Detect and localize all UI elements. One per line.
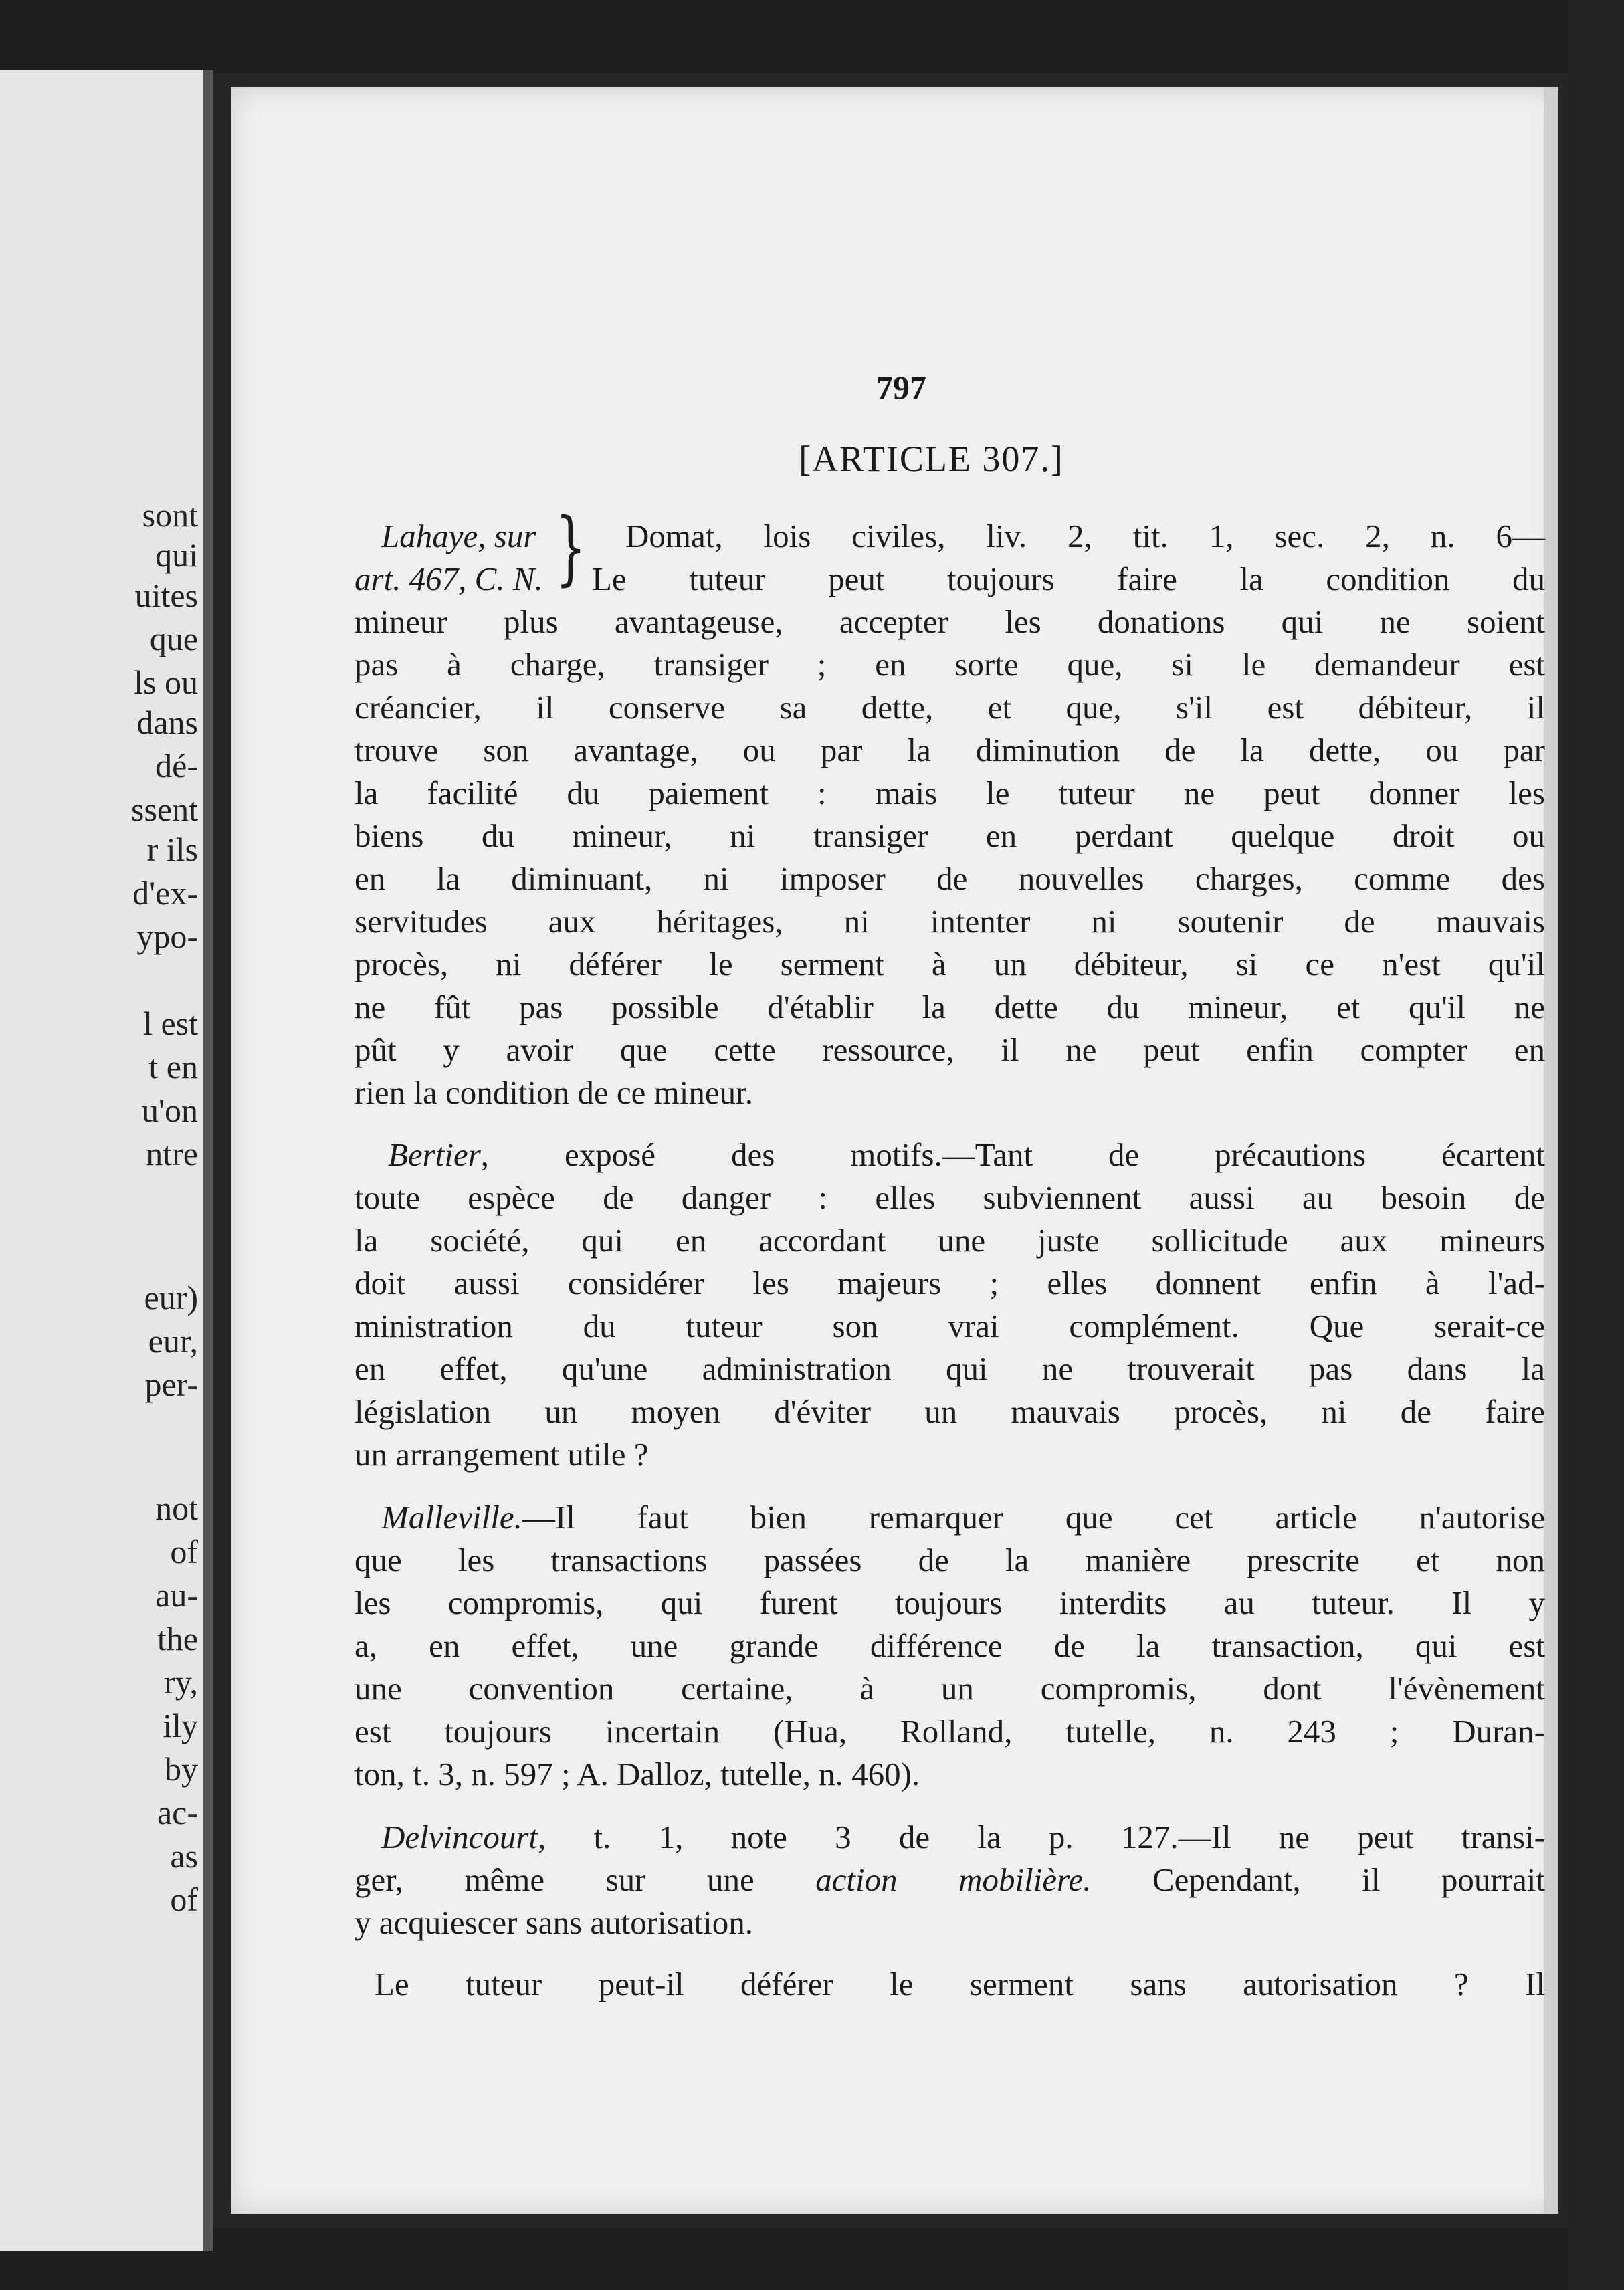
paragraph-line: trouve son avantage, ou par la diminution de la dette, ou par <box>354 732 1545 768</box>
left-page-line: as <box>170 1837 198 1875</box>
book-page <box>231 87 1558 2214</box>
paragraph-line: que les transactions passées de la manière prescrite et non <box>354 1542 1545 1578</box>
paragraph-line: est toujours incertain (Hua, Rolland, tutelle, n. 243 ; Duran- <box>354 1713 1545 1750</box>
page-number: 797 <box>876 369 926 406</box>
left-page-line: eur) <box>144 1279 198 1316</box>
paragraph-line: créancier, il conserve sa dette, et que, s'il est débiteur, il <box>354 689 1545 726</box>
paragraph-line: mineur plus avantageuse, accepter les donations qui ne soient <box>354 603 1545 640</box>
left-page-line: sont <box>142 496 198 534</box>
left-page-line: dans <box>136 704 198 741</box>
paragraph-line: Le tuteur peut-il déférer le serment sans autorisation ? Il <box>375 1966 1545 2002</box>
author-name: Bertier <box>388 1136 481 1173</box>
left-page-line: ry, <box>164 1663 198 1701</box>
author-name: Malleville. <box>381 1499 522 1536</box>
paragraph-line: y acquiescer sans autorisation. <box>354 1904 753 1941</box>
paragraph-line: servitudes aux héritages, ni intenter ni soutenir de mauvais <box>354 903 1545 940</box>
paragraph-text: Cependant, il pourrait <box>1091 1861 1545 1898</box>
paragraph-line: un arrangement utile ? <box>354 1436 649 1473</box>
left-page-line: dé- <box>155 747 198 785</box>
left-page-line: r ils <box>146 831 198 868</box>
left-page-line: by <box>165 1750 198 1788</box>
left-page-line: au- <box>155 1576 198 1614</box>
left-page-line: u'on <box>141 1091 198 1129</box>
left-page-line: not <box>155 1489 198 1527</box>
left-page-line: ls ou <box>134 663 198 701</box>
paragraph-first-line <box>388 1134 1545 1176</box>
left-page-line: l est <box>143 1005 198 1042</box>
paragraph-line: biens du mineur, ni transiger en perdant quelque droit ou <box>354 817 1545 854</box>
left-page-line: ntre <box>146 1135 198 1172</box>
paragraph-line: la société, qui en accordant une juste sollicitude aux mineurs <box>354 1222 1545 1259</box>
left-page-line: que <box>149 620 198 657</box>
left-page-line: ssent <box>131 791 198 828</box>
paragraph-text: ger, même sur une <box>354 1861 816 1898</box>
citation-author: Lahaye, sur <box>381 518 536 554</box>
paragraph-line: les compromis, qui furent toujours interdits au tuteur. Il y <box>354 1584 1545 1621</box>
author-name: Delvincourt <box>381 1818 538 1855</box>
scan-top-edge <box>0 0 1624 74</box>
emphasized-term: action mobilière. <box>815 1861 1092 1898</box>
citation-text-line: Le tuteur peut toujours faire la condition du <box>592 560 1545 597</box>
page-gutter <box>203 70 213 2251</box>
paragraph-line: doit aussi considérer les majeurs ; elles donnent enfin à l'ad- <box>354 1265 1545 1302</box>
paragraph-line: en la diminuant, ni imposer de nouvelles charges, comme des <box>354 860 1545 897</box>
paragraph-line: la facilité du paiement : mais le tuteur ne peut donner les <box>354 774 1545 811</box>
left-page-line: of <box>170 1533 198 1570</box>
citation-reference: art. 467, C. N. <box>354 560 543 597</box>
paragraph-line: ministration du tuteur son vrai complément. Que serait-ce <box>354 1308 1545 1344</box>
paragraph-line: ne fût pas possible d'établir la dette du mineur, et qu'il ne <box>354 988 1545 1025</box>
paragraph-first-line <box>381 1816 1545 1859</box>
paragraph-line: législation un moyen d'éviter un mauvais procès, ni de faire <box>354 1393 1545 1430</box>
left-page-line: uites <box>134 577 198 614</box>
scan-bottom-edge <box>0 2227 1624 2290</box>
left-page-line: ily <box>163 1707 198 1744</box>
citation-text-line: Domat, lois civiles, liv. 2, tit. 1, sec. 2, n. 6— <box>625 518 1545 554</box>
left-page-line: the <box>157 1620 198 1657</box>
paragraph-line: a, en effet, une grande différence de la transaction, qui est <box>354 1627 1545 1664</box>
left-page-line: of <box>170 1881 198 1918</box>
left-page-line: ypo- <box>136 918 198 955</box>
paragraph-line: rien la condition de ce mineur. <box>354 1074 753 1111</box>
paragraph-first-line <box>381 1496 1545 1539</box>
paragraph-line: toute espèce de danger : elles subviennent aussi au besoin de <box>354 1179 1545 1216</box>
left-adjacent-page <box>0 70 213 2251</box>
paragraph-line: pas à charge, transiger ; en sorte que, si le demandeur est <box>354 646 1545 683</box>
paragraph-text: —Il faut bien remarquer que cet article n'autorise <box>522 1499 1545 1536</box>
left-page-line: qui <box>155 536 198 574</box>
paragraph-line: ton, t. 3, n. 597 ; A. Dalloz, tutelle, n. 460). <box>354 1756 920 1792</box>
left-page-line: t en <box>148 1048 198 1085</box>
left-page-line: ac- <box>157 1794 198 1831</box>
scan-right-edge <box>1568 0 1624 2290</box>
brace-symbol: } <box>555 502 587 595</box>
left-page-line: d'ex- <box>132 874 198 912</box>
paragraph-line: pût y avoir que cette ressource, il ne peut enfin compter en <box>354 1031 1545 1068</box>
article-heading: [ARTICLE 307.] <box>799 439 1064 479</box>
left-page-line: per- <box>144 1366 198 1403</box>
paragraph-text: , t. 1, note 3 de la p. 127.—Il ne peut transi- <box>538 1818 1545 1855</box>
paragraph-line <box>354 1859 1545 1901</box>
paragraph-line: en effet, qu'une administration qui ne trouverait pas dans la <box>354 1350 1545 1387</box>
left-page-line: eur, <box>148 1322 198 1360</box>
paragraph-line: une convention certaine, à un compromis, dont l'évènement <box>354 1670 1545 1707</box>
paragraph-line: procès, ni déférer le serment à un débiteur, si ce n'est qu'il <box>354 946 1545 982</box>
paragraph-text: , exposé des motifs.—Tant de précautions écartent <box>480 1136 1545 1173</box>
